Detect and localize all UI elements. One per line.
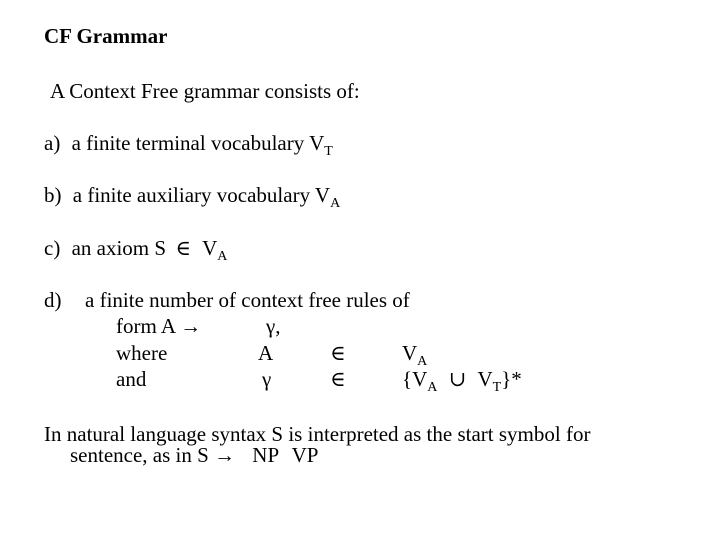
where-element-of-symbol: ∈ (330, 341, 346, 365)
footer-line-1: In natural language syntax S is interpreted as the start symbol for (44, 422, 591, 446)
union-symbol: ∪ (448, 367, 467, 391)
item-a-subscript: T (324, 144, 333, 159)
page-title: CF Grammar (44, 24, 168, 48)
footer-line-2 (70, 443, 318, 468)
item-d-label: d) (44, 288, 62, 312)
footer-line-2-text: sentence, as in S → (70, 443, 236, 467)
footer-vp: VP (291, 443, 319, 467)
footer-np: NP (252, 443, 279, 467)
where-v-text: V (402, 341, 418, 365)
item-b-label: b) (44, 183, 62, 207)
union-set (402, 367, 522, 395)
item-d-text: a finite number of context free rules of (85, 288, 410, 312)
where-v-subscript: A (417, 354, 428, 369)
where-a: A (258, 341, 274, 365)
item-c-text: an axiom S (71, 236, 167, 260)
set-sub-a: A (427, 380, 438, 395)
item-a-text: a finite terminal vocabulary V (71, 131, 325, 155)
item-c-label: c) (44, 236, 61, 260)
item-b-subscript: A (330, 196, 341, 211)
set-v: V (477, 367, 493, 391)
item-c-subscript: A (217, 249, 228, 264)
item-c (44, 236, 228, 264)
set-sub-t: T (492, 380, 502, 395)
item-c-var: V (202, 236, 218, 260)
where-label: where (116, 341, 168, 365)
item-b-text: a finite auxiliary vocabulary V (72, 183, 331, 207)
item-a-label: a) (44, 131, 61, 155)
element-of-symbol: ∈ (175, 236, 191, 260)
intro-text: A Context Free grammar consists of: (50, 79, 360, 103)
set-open: {V (402, 367, 428, 391)
and-gamma: γ (262, 367, 272, 391)
set-close: }* (501, 367, 522, 391)
and-label: and (116, 367, 147, 391)
item-b (44, 183, 341, 211)
and-element-of-symbol: ∈ (330, 367, 346, 391)
form-label: form A → (116, 314, 202, 338)
form-gamma: γ, (266, 314, 281, 338)
item-a (44, 131, 333, 159)
where-v (402, 341, 428, 369)
